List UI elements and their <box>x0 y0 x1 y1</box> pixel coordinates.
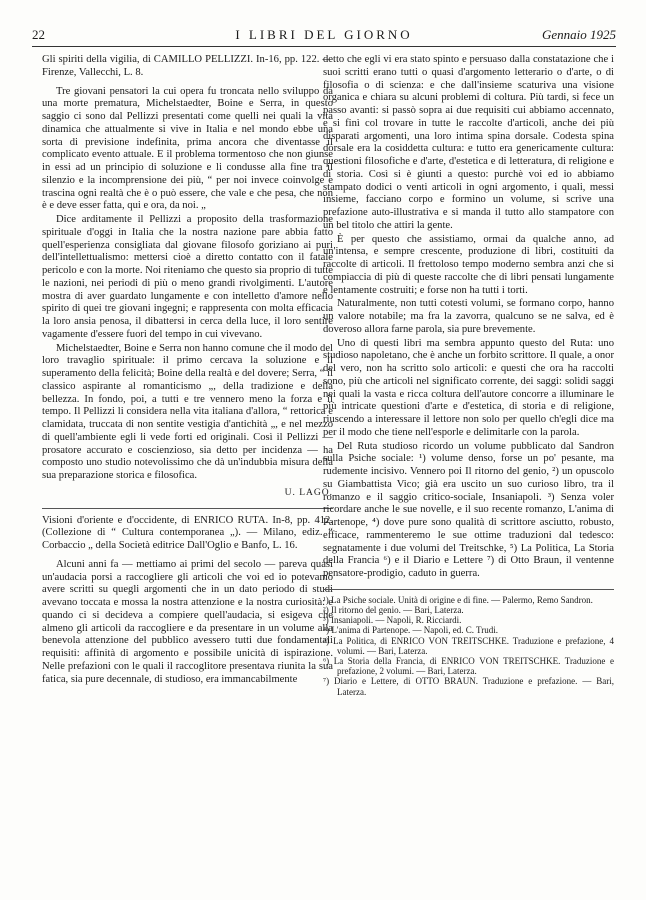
paragraph: Del Ruta studioso ricordo un volume pubblicato dal Sandron sulla Psiche sociale: ¹) volume denso, forse un po' pesante, ma rudemente incisivo. Vennero poi Il ritorno del genio, ²) un opuscolo su Giambattista Vico; già era uscito un suo curioso libro, tra il romanzo e il saggio critico-sociale, Insaniapoli. ³) Senza voler ricordare anche le sue novelle, e il suo recente romanzo, L'anima di Partenope, ⁴) dove pure sono qualità di scrittore asciutto, robusto, efficace, rammenteremo le sue ottime traduzioni dal tedesco: segnatamente i due volumi del Treitschke, ⁵) La Politica, La Storia della Francia ⁶) e il Diario e Lettere ⁷) di Otto Braun, il ventenne pensatore-prodigio, caduto in guerra. <box>323 440 614 579</box>
paragraph: Uno di questi libri ma sembra appunto questo del Ruta: uno studioso napoletano, che è anche un forbito scrittore. Il quale, a onor del vero, non ha scritto solo articoli: e questi che ora ha raccolti sono, più che articoli nel significato corrente, dei saggi: solidi saggi nei quali la vasta e ricca coltura dell'autore concorre a illuminare le più intricate questioni d'arte e d'estetica, di storia e di religione, riuscendo a interessare il lettore non solo per quello ch'egli dice ma per il modo che tiene nell'esporle e delimitarle con la parola. <box>323 337 614 438</box>
paragraph: Dice arditamente il Pellizzi a proposito della trasformazione spirituale d'oggi in Italia che la nostra nazione pare abbia fatto quell'esperienza consigliata dal giovane filosofo goriziano ai puri dell'intellettualismo: mettersi cioè a diretto contatto con il fatale pericolo e con la morte. Noi riteniamo che questo sia proprio di tutte le nazioni, nei periodi di più o meno grandi rivolgimenti. L'autore mostra di aver guardato lungamente e con intelletto d'amore nello spirito di quei tre giovani ingegni; e rappresenta con molta efficacia la loro ansia penosa, il dibattersi in cerca della luce, il loro sentire vagamente d'essere fuori del tempo in cui vivevano. <box>42 214 333 340</box>
review-ruta <box>42 515 333 687</box>
footnote: ³) Insaniapoli. — Napoli, R. Ricciardi. <box>323 615 462 626</box>
page-number: 22 <box>32 27 45 42</box>
footnote: ⁶) La Storia della Francia, di ENRICO VON TREITSCHKE. Traduzione e prefazione, 2 volumi. — Bari, Laterza. <box>323 655 614 677</box>
review-pellizzi <box>42 54 333 500</box>
header-rule <box>32 46 616 47</box>
left-column <box>42 54 333 687</box>
paragraph: Tre giovani pensatori la cui opera fu troncata nello sviluppo da una morte prematura, Michelstaedter, Boine e Serra, in questo saggio ci sono dal Pellizzi presentati come quelli nei quali la vita dinamica che attualmente si vive in Italia e nel mondo ebbe una sorta di previsione indefinita, prima ancora che diventasse il complicato evento attuale. E il problema tormentoso che non giunse in essi ad un principio di soluzione e li condusse alla fine tra il silenzio e la incomprensione dei più, “ per noi invece coinvolge e trascina ogni realtà che è o può essere, che vale e che pesa, che non è e deve esser fatta, qui e ora, da noi. „ <box>42 85 333 212</box>
footnotes <box>323 589 614 697</box>
right-column <box>323 54 614 697</box>
book-reference: Gli spiriti della vigilia, di CAMILLO PELLIZZI. In-16, pp. 122. — Firenze, Vallecchi, L. 8. <box>42 54 333 78</box>
paragraph: Alcuni anni fa — mettiamo ai primi del secolo — pareva quasi un'audacia porsi a raccogliere gli articoli che voi ed io potevamo avere scritti su quegli argomenti che in un dato periodo di studi avevano toccata e mossa la nostra attenzione e la nostra curiosità: e quando ci si decideva a compiere quell'audacia, si esigeva che almeno gli articoli da raccogliere e da presentare in un volume alla benevola attenzione del pubblico avessero tutti due fondamentali requisiti: affinità di argomento e possibile unicità di ispirazione. Nelle prefazioni con le quali il raccoglitore presentava riunita la sua fatica, sia pure decennale, di studioso, era immancabilmente <box>42 558 333 685</box>
footnote: ⁵) La Politica, di ENRICO VON TREITSCHKE. Traduzione e prefazione, 4 volumi. — Bari, Laterza. <box>323 635 614 656</box>
paragraph: Naturalmente, non tutti cotesti volumi, se formano corpo, hanno un valore notabile; ma fra la zavorra, qualcuno se ne salva, ed è doveroso allora farne parola, sia pure brevemente. <box>323 298 614 335</box>
issue-date: Gennaio 1925 <box>541 27 616 42</box>
paragraph: È per questo che assistiamo, ormai da qualche anno, ad un'intensa, e sempre crescente, produzione di libri, costituiti da raccolte di articoli. Il frettoloso tempo moderno sembra anzi che si compiaccia di più di queste raccolte che di libri pensati lungamente e lentamente costruiti; e forse non ha tutti i torti. <box>323 233 614 296</box>
paragraph: Michelstaedter, Boine e Serra non hanno comune che il modo del loro travaglio spirituale: il primo cercava la soluzione e il superamento della felicità; Boine della realtà e del dovere; Serra, “ il classico aspirante al romanticismo „, della tradizione e della bellezza. In fondo, poi, a tutti e tre vennero meno la forza e il tempo. Il Pellizzi li considera nella vita italiana d'allora, “ rettorica e clamidata, truccata di non sentite vestigia d'antichità „, e nel mezzo di quell'ambiente egli li vede forti ed originali. Così il Pellizzi — prosatore accurato e coscienzioso, sia detto per incidenza — ha composto uno studio notevolissimo che dà un'indubbia misura della sua preparazione storica e filosofica. <box>42 342 333 481</box>
running-header <box>32 27 616 43</box>
footnote: ⁴) L'anima di Partenope. — Napoli, ed. C. Trudi. <box>323 625 498 636</box>
footnote: ¹) La Psiche sociale. Unità di origine e di fine. — Palermo, Remo Sandron. <box>323 589 614 605</box>
reviewer-signature: U. LAGO. <box>284 487 333 498</box>
footnote: ²) Il ritorno del genio. — Bari, Laterza. <box>323 604 464 615</box>
footnote: ⁷) Diario e Lettere, di OTTO BRAUN. Traduzione e prefazione. — Bari, Laterza. <box>323 676 614 697</box>
book-reference: Visioni d'oriente e d'occidente, di ENRICO RUTA. In-8, pp. 412. (Collezione di “ Cultura contemporanea „). — Milano, ediz. “ Corbaccio „ della Società editrice Dall'Oglio e Banfo, L. 16. <box>42 514 333 551</box>
running-title: I LIBRI DEL GIORNO <box>235 27 413 42</box>
paragraph: detto che egli vi era stato spinto e persuaso dalla constatazione che i suoi scritti erano tutti o quasi d'argomento letterario o d'arte, o di filosofia o di scienza: e che dall'insieme scaturiva una visione organica e chiara su alcuni problemi di coltura. Più tardi, si fece un passo avanti: si passò sopra ai due requisiti cui abbiamo accennato, e si finì col trovare in tutte le raccolte d'articoli, anche dei più disparati argomenti, una loro intima spina dorsale. Codesta spina dorsale era la cosiddetta cultura: e tutto era genericamente cultura: questioni filosofiche e d'arte, d'estetica e di letteratura, di religione e di storia. Così si è giunti a questo: purchè voi ed io abbiamo stampato dodici o venti articoli in ogni argomento, i quali, messi insieme, facciano corpo e formino un volume, si scrive una prefazione auto-illustrativa e si manda il tutto allo stampatore con un bel titolo che attiri la gente. <box>323 54 614 231</box>
section-divider <box>42 508 333 509</box>
